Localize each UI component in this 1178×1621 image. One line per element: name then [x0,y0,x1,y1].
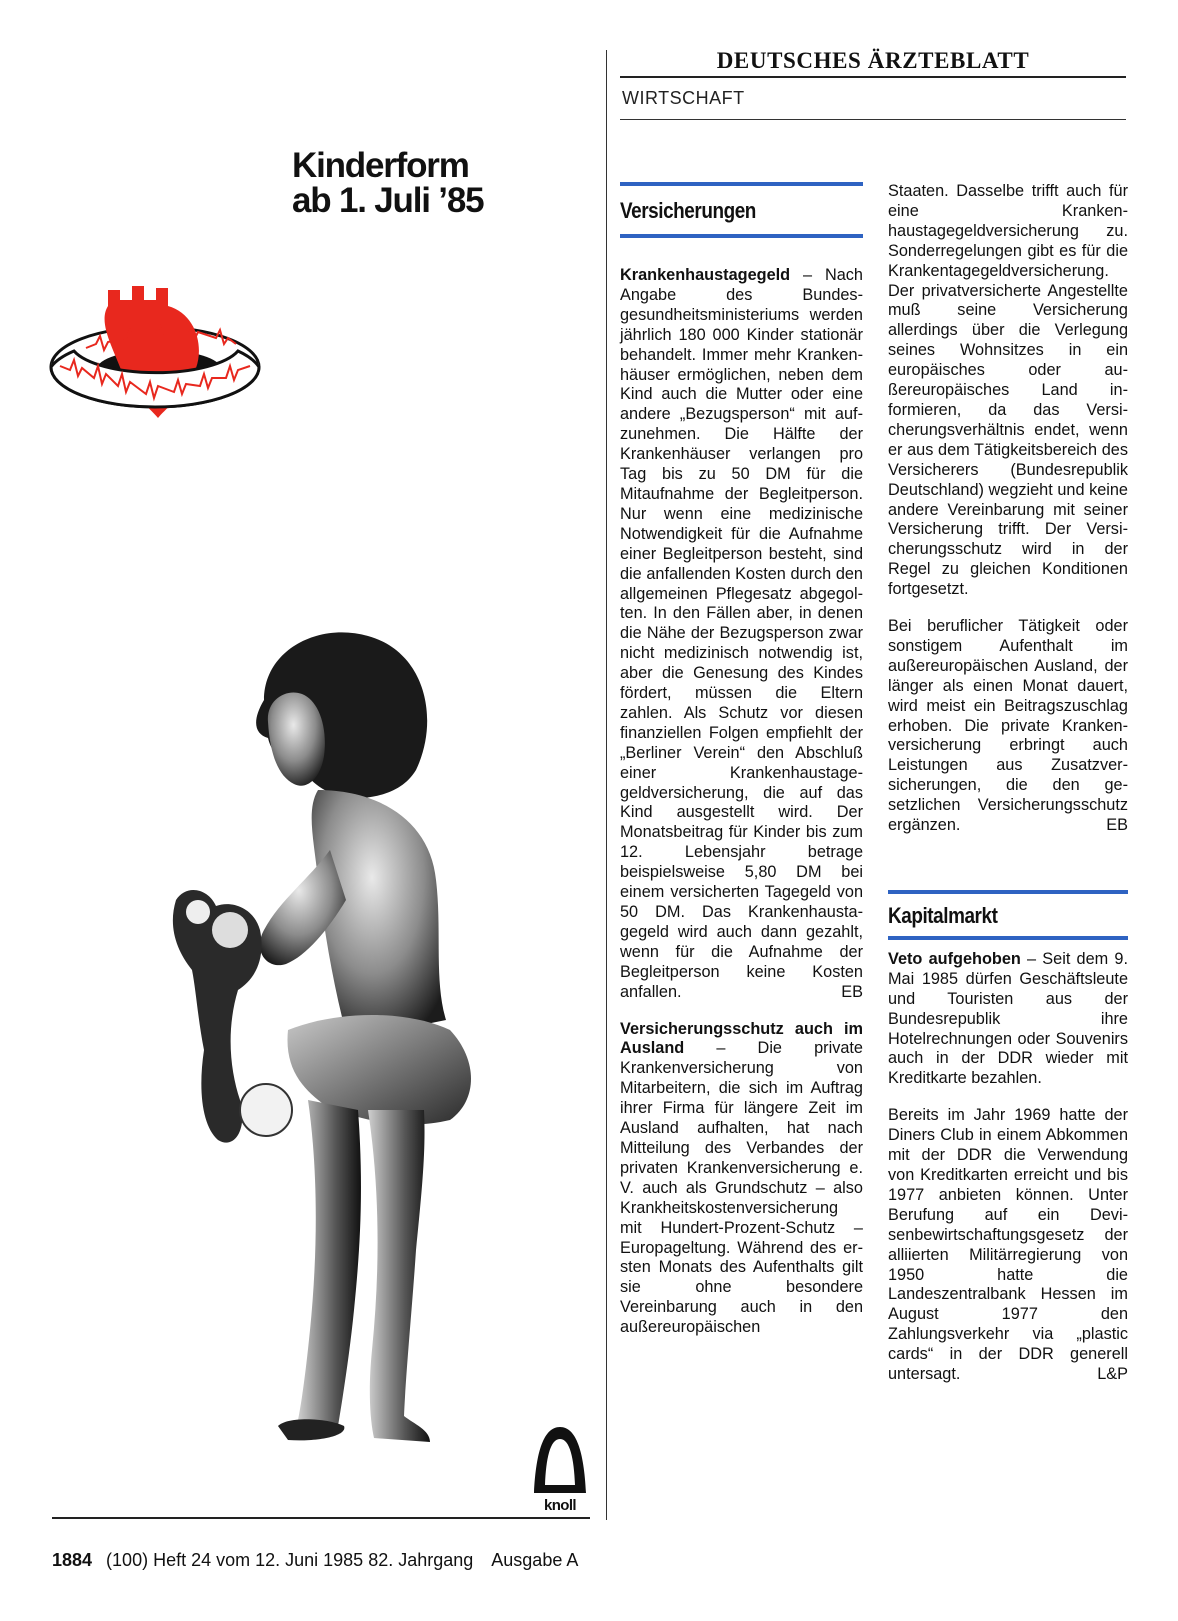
article-text: – Die private Krankenversicherung von Mitarbeitern, die sich im Auftrag ihrer Firma für längere Zeit im Ausland aufhalten, hat nach Mitteilung des Verbandes der privaten Krankenversicherung e. V. auch als Grundschutz – also Krankheitskostenversicherung mit Hundert-Prozent-Schutz – Europageltung. Während des ersten Monats des Aufenthalts gilt sie ohne besondere Vereinbarung auch in den außereuropäischen [620,1039,863,1337]
section-rule [620,119,1126,120]
ad-headline [292,148,552,218]
masthead: DEUTSCHES ÄRZTEBLATT [716,48,1030,73]
rubric-rule-top [620,182,863,186]
article-veto-para2 [888,1106,1128,1385]
article-krankenhaustagegeld [620,266,863,1003]
page-footer [52,1550,578,1571]
author-sign: EB [841,982,863,1001]
knoll-bell-icon [530,1423,590,1499]
article-ausland-para2 [888,617,1128,836]
masthead-rule [620,76,1126,78]
column-divider [606,50,607,1520]
article-runin: Versicherungsschutz auch im Ausland [620,1019,863,1058]
ad-headline-line1: Kinderform [292,146,469,185]
page-number: 1884 [52,1550,93,1570]
article-ausland [620,1020,863,1339]
article-runin: Krankenhaustagegeld [620,266,791,284]
child-photo [168,630,498,1450]
article-runin: Veto aufgehoben [888,949,1021,968]
rubric-title: Kapitalmarkt [888,903,998,928]
ad-headline-line2: ab 1. Juli ’85 [292,181,484,220]
brand-name: knoll [543,1497,576,1514]
article-veto [888,950,1128,1089]
author-sign: L&P [1097,1365,1128,1384]
article-text: – Seit dem 9. Mai 1985 dürfen Geschäftsleute und Touristen aus der Bundesrepublik ihre Hotelrechnungen oder Souvenirs auch in der DDR wieder mit Kreditkarte bezahlen. [888,949,1128,1088]
column-2 [888,182,1128,1385]
edition: Ausgabe A [491,1550,579,1570]
knoll-logo [530,1423,590,1513]
article-text: Bei beruflicher Tätigkeit oder sonstigem Aufenthalt im außereuropäischen Ausland, der länger als einen Monat dauert, wird meist ein Beitragszuschlag erhoben. Die private Krankenversicherung erbringt auch Leistungen aus Zusatzversicherungen, die den gesetzlichen Versicherungsschutz ergänzen. [888,617,1128,835]
issue-info: (100) Heft 24 vom 12. Juni 1985 82. Jahrgang [106,1550,474,1570]
rubric-kapitalmarkt [888,890,1128,940]
section-label: WIRTSCHAFT [622,88,745,108]
column-1 [620,266,863,1338]
article-ausland-continued: Staaten. Dasselbe trifft auch für eine Krankenhaustagegeldversicherung zu. Sonderregelungen gibt es für die Krankentagegeldversicherung. Der privatversicherte Angestellte muß seine Versicherung allerdings über die Verlegung seines Wohnsitzes in ein europäisches oder außereuropäisches Land informieren, da das Versicherungsverhältnis endet, wenn er aus dem Tätigkeitsbereich des Versicherers (Bundesrepublik Deutschland) wegzieht und keine andere Vereinbarung mit seiner Versicherung trifft. Der Versicherungsschutz wird in der Regel zu gleichen Konditionen fortgesetzt. [888,182,1128,599]
ad-bottom-rule [52,1517,590,1519]
heart-ring-logo-icon [46,286,266,426]
article-text: – Nach Angabe des Bundesgesundheitsministeriums werden jährlich 180 000 Kinder stationär behandelt. Immer mehr Krankenhäuser ermöglichen, neben dem Kind auch die Mutter oder eine andere „Bezugsperson“ mit aufzunehmen. Die Hälfte der Krankenhäuser verlangen pro Tag bis zu 50 DM für die Mitaufnahme der Begleitperson. Nur wenn eine medizinische Notwendigkeit für die Aufnahme einer Begleitperson besteht, sind die anfallenden Kosten durch den allgemeinen Pflegesatz abgegolten. In den Fällen aber, in denen die Nähe der Bezugsperson zwar nicht medizinisch notwendig ist, aber die Genesung des Kindes fördert, müssen die Eltern zahlen. Als Schutz vor diesen finanziellen Folgen empfiehlt der „Berliner Verein“ den Abschluß einer Krankenhaustagegeldversicherung, die auf das Kind ausgestellt wird. Der Monatsbeitrag für Kinder bis zum 12. Lebensjahr betrage beispielsweise 5,80 DM bei einem versicherten Tagegeld von 50 DM. Das Krankenhaustagegeld wird auch dann gezahlt, wenn für die Aufnahme der Begleitperson keine Kosten anfallen. [620,266,863,1001]
rubric-rule-bottom [620,234,863,238]
article-text: Bereits im Jahr 1969 hatte der Diners Club in einem Abkommen mit der DDR die Verwendung von Kreditkarten erreicht und bis 1977 anbieten können. Unter Berufung auf ein Devisenbewirtschaftungsgesetz der alliierten Militärregierung von 1950 hatte die Landeszentralbank Hessen im August 1977 den Zahlungsverkehr via „plastic cards“ in der DDR generell untersagt. [888,1106,1128,1384]
author-sign: EB [1106,816,1128,835]
rubric-rule-bottom [888,936,1128,940]
rubric-rule-top [888,890,1128,894]
rubric-versicherungen [620,182,863,238]
rubric-title: Versicherungen [620,198,756,223]
